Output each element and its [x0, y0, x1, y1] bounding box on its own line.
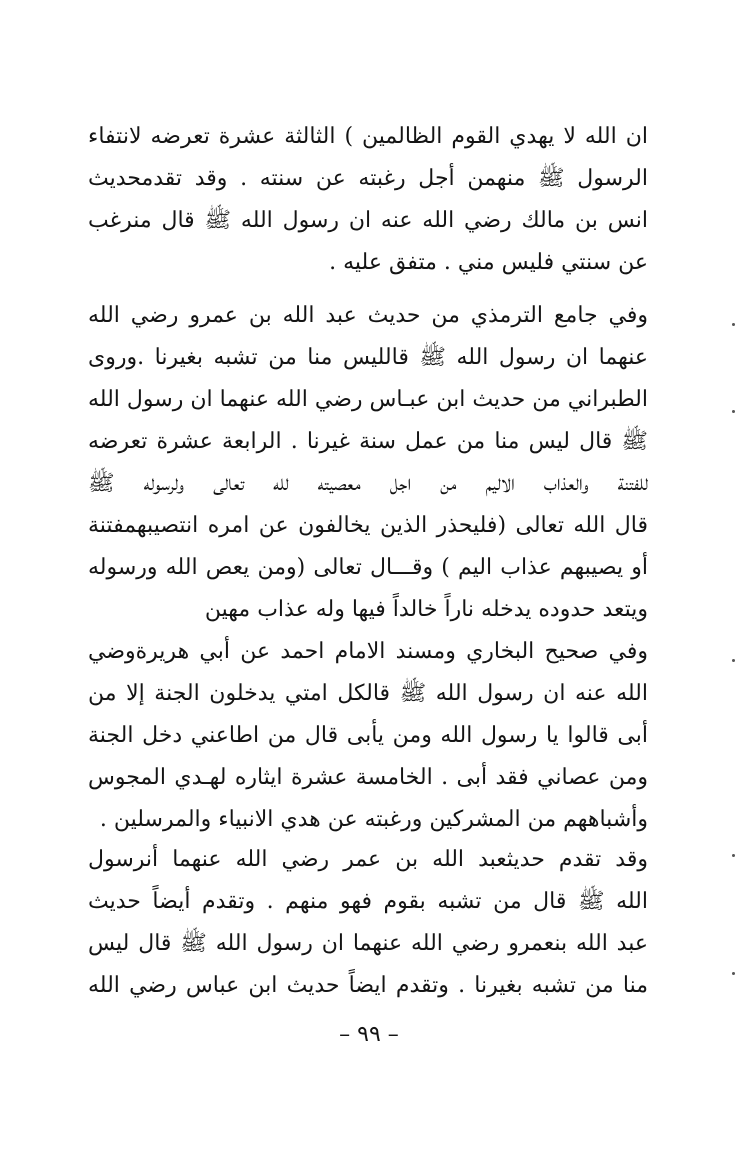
text-line: ومن عصاني فقد أبى . الخامسة عشرة ايثاره لهـدي المجوس	[88, 765, 648, 790]
margin-dot	[732, 323, 735, 326]
text-line: وأشباههم من المشركين ورغبته عن هدي الانبياء والمرسلين .	[99, 807, 648, 832]
text-line: وفي جامع الترمذي من حديث عبد الله بن عمرو رضي الله	[88, 303, 648, 328]
paragraph-4	[88, 839, 648, 1007]
page-number: – ٩٩ –	[339, 1022, 399, 1047]
text-line: الله ﷺ قال من تشبه بقوم فهو منهم . وتقدم أيضاً حديث	[88, 889, 648, 914]
paragraph-1	[88, 116, 648, 284]
text-line: الله عنه ان رسول الله ﷺ قالكل امتي يدخلون الجنة إلا من	[88, 681, 648, 706]
text-line: وقد تقدم حديثعبد الله بن عمر رضي الله عنهما أنرسول	[88, 847, 648, 872]
text-line: منا من تشبه بغيرنا . وتقدم ايضاً حديث ابن عباس رضي الله	[88, 973, 648, 998]
text-line: عنهما ان رسول الله ﷺ قالليس منا من تشبه بغيرنا .وروى	[88, 345, 648, 370]
margin-dot	[732, 659, 735, 662]
paragraph-3	[88, 631, 648, 841]
text-line: قال الله تعالى (فليحذر الذين يخالفون عن امره انتصيبهمفتنة	[88, 513, 648, 538]
margin-dot	[732, 854, 735, 857]
text-line: أبى قالوا يا رسول الله ومن يأبى قال من اطاعني دخل الجنة	[88, 723, 648, 748]
text-line: عبد الله بنعمرو رضي الله عنهما ان رسول الله ﷺ قال ليس	[88, 931, 648, 956]
text-line: انس بن مالك رضي الله عنه ان رسول الله ﷺ قال منرغب	[88, 208, 648, 233]
text-line: ويتعد حدوده يدخله ناراً خالداً فيها وله عذاب مهين	[204, 597, 648, 622]
margin-dot	[732, 972, 735, 975]
paragraph-2	[88, 295, 648, 631]
text-line: الرسول ﷺ منهمن أجل رغبته عن سنته . وقد تقدمحديث	[88, 166, 648, 191]
text-line: للفتنة والعذاب الاليم من اجل معصيته لله تعالى ولرسوله ﷺ	[88, 471, 648, 496]
text-line: ﷺ قال ليس منا من عمل سنة غيرنا . الرابعة عشرة تعرضه	[88, 429, 648, 454]
text-line: عن سنتي فليس مني . متفق عليه .	[329, 250, 648, 275]
text-line: وفي صحيح البخاري ومسند الامام احمد عن أبي هريرةوضي	[88, 639, 648, 664]
margin-dot	[732, 410, 735, 413]
text-line: ان الله لا يهدي القوم الظالمين ) الثالثة عشرة تعرضه لانتفاء	[88, 124, 648, 149]
text-line: أو يصيبهم عذاب اليم ) وقـــال تعالى (ومن يعص الله ورسوله	[88, 555, 648, 580]
text-line: الطبراني من حديث ابن عبـاس رضي الله عنهما ان رسول الله	[88, 387, 648, 412]
